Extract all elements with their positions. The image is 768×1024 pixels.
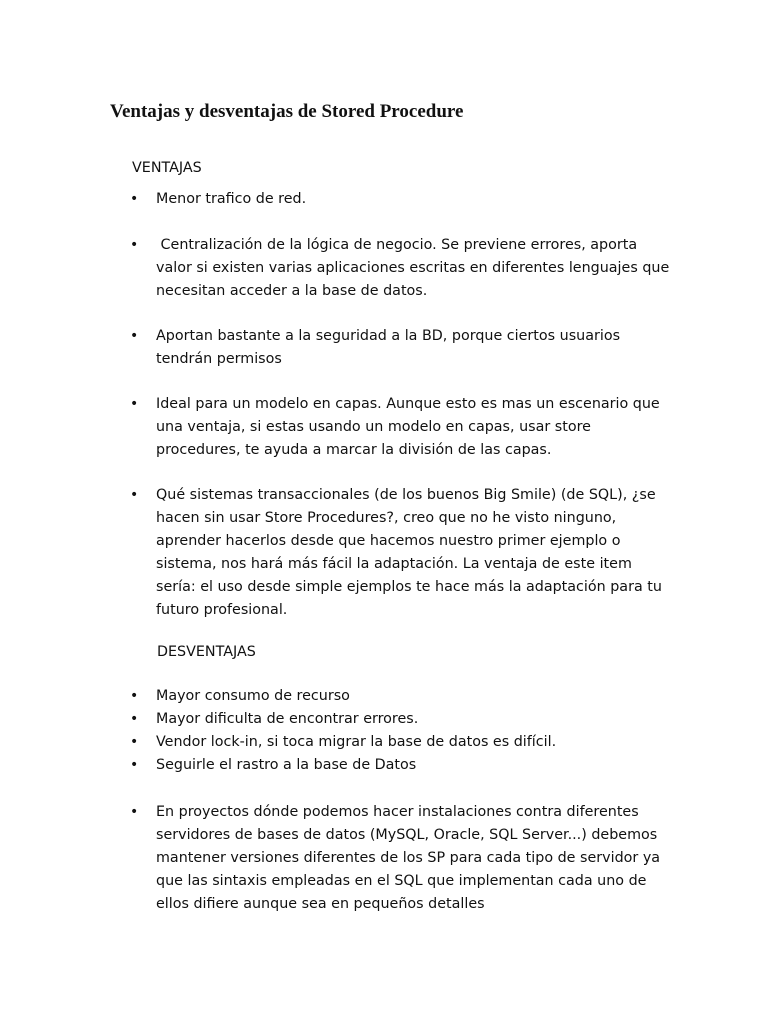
bullet-icon: • [130,396,139,412]
list-item-text: Menor trafico de red. [156,191,307,207]
document-title: Ventajas y desventajas de Stored Procedure [110,101,464,122]
desventajas-list-2 [0,801,676,916]
bullet-icon: • [130,191,139,207]
list-item-text: Mayor consumo de recurso [156,688,350,704]
bullet-icon: • [130,711,139,727]
list-item [0,685,676,708]
ventajas-list-5 [0,484,676,622]
bullet-icon: • [130,688,139,704]
bullet-icon: • [130,487,139,503]
bullet-icon: • [130,237,139,253]
ventajas-heading: VENTAJAS [132,160,202,176]
ventajas-list-4 [0,393,676,462]
list-item-text: Mayor dificulta de encontrar errores. [156,711,419,727]
list-item [0,188,676,211]
ventajas-list-2 [0,234,676,303]
bullet-icon: • [130,757,139,773]
desventajas-heading: DESVENTAJAS [157,644,256,660]
list-item-text: En proyectos dónde podemos hacer instalaciones contra diferentes servidores de bases de datos (MySQL, Oracle, SQL Server...) debemos mantener versiones diferentes de los SP para cada tipo de servidor ya que las sintaxis empleadas en el SQL que implementan cada uno de ellos difiere aunque sea en pequeños detalles [156,804,661,912]
bullet-icon: • [130,328,139,344]
list-item-text: Centralización de la lógica de negocio. Se previene errores, aporta valor si existen varias aplicaciones escritas en diferentes lenguajes que necesitan acceder a la base de datos. [156,237,674,299]
list-item-text: Ideal para un modelo en capas. Aunque esto es mas un escenario que una ventaja, si estas usando un modelo en capas, usar store procedures, te ayuda a marcar la división de las capas. [156,396,660,458]
list-item [0,754,676,777]
list-item [0,801,676,916]
list-item [0,393,676,462]
list-item [0,731,676,754]
bullet-icon: • [130,804,139,820]
list-item [0,234,676,303]
list-item-text: Qué sistemas transaccionales (de los buenos Big Smile) (de SQL), ¿se hacen sin usar Store Procedures?, creo que no he visto ninguno, aprender hacerlos desde que hacemos nuestro primer ejemplo o sistema, nos hará más fácil la adaptación. La ventaja de este item sería: el uso desde simple ejemplos te hace más la adaptación para tu futuro profesional. [156,487,662,618]
list-item-text: Aportan bastante a la seguridad a la BD, porque ciertos usuarios tendrán permisos [156,328,621,367]
list-item-text: Seguirle el rastro a la base de Datos [156,757,417,773]
bullet-icon: • [130,734,139,750]
list-item [0,325,676,371]
ventajas-list-1 [0,188,676,211]
ventajas-list-3 [0,325,676,371]
list-item [0,708,676,731]
list-item [0,484,676,622]
list-item-text: Vendor lock-in, si toca migrar la base de datos es difícil. [156,734,557,750]
desventajas-list-1 [0,685,676,777]
